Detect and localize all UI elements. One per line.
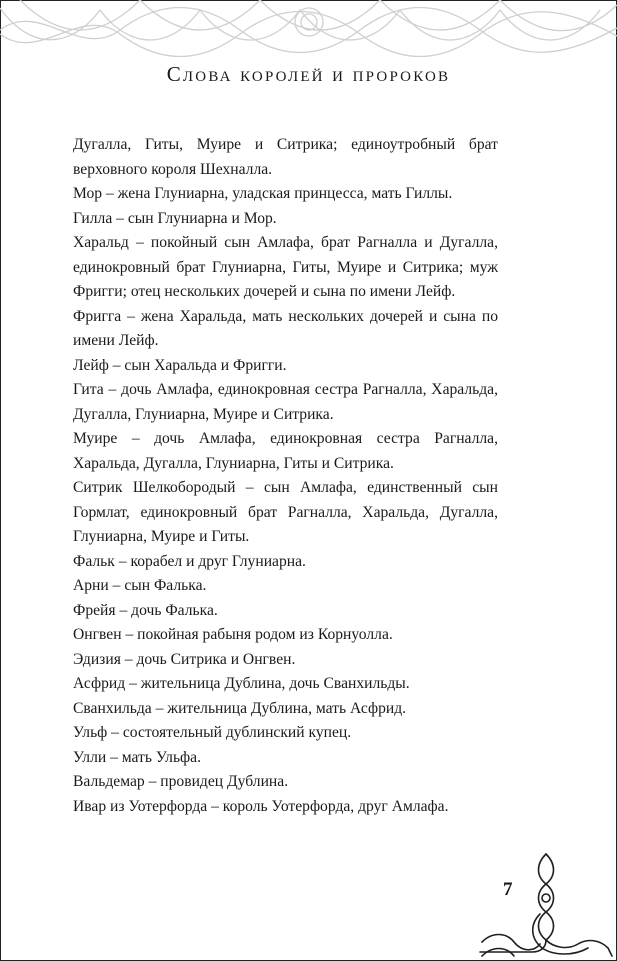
paragraph: Лейф – сын Харальда и Фригги. xyxy=(73,356,287,374)
paragraph: Дугалла, Гиты, Муире и Ситрика; единоутробный брат верховного короля Шехналла. xyxy=(73,136,498,178)
paragraph: Фригга – жена Харальда, мать нескольких дочерей и сына по имени Лейф. xyxy=(73,307,498,349)
paragraph: Гита – дочь Амлафа, единокровная сестра Рагналла, Харальда, Дугалла, Глуниарна, Муире и Ситрика. xyxy=(73,381,498,423)
paragraph: Мор – жена Глуниарна, уладская принцесса, мать Гиллы. xyxy=(73,185,453,202)
celtic-knot-ornament-corner xyxy=(478,852,614,958)
paragraph: Фальк – корабел и друг Глуниарна. xyxy=(73,552,306,570)
paragraph: Ивар из Уотерфорда – король Уотерфорда, друг Амлафа. xyxy=(73,797,449,815)
page-number: 7 xyxy=(503,879,513,900)
paragraph: Асфрид – жительница Дублина, дочь Сванхильды. xyxy=(73,675,410,692)
paragraph: Улли – мать Ульфа. xyxy=(73,748,201,766)
paragraph: Фрейя – дочь Фалька. xyxy=(73,601,218,619)
paragraph: Эдизия – дочь Ситрика и Онгвен. xyxy=(73,650,296,668)
paragraph: Муире – дочь Амлафа, единокровная сестра Рагналла, Харальда, Дугалла, Глуниарна, Гиты и Ситрика. xyxy=(73,430,498,472)
celtic-knot-ornament-top xyxy=(0,0,617,62)
paragraph: Ульф – состоятельный дублинский купец. xyxy=(73,724,352,741)
paragraph: Харальд – покойный сын Амлафа, брат Рагналла и Дугалла, единокровный брат Глуниарна, Гиты, Муире и Ситрика; муж Фригги; отец нескольких дочерей и сына по имени Лейф. xyxy=(73,234,498,300)
paragraph: Онгвен – покойная рабыня родом из Корнуолла. xyxy=(73,626,393,643)
paragraph: Сванхильда – жительница Дублина, мать Асфрид. xyxy=(73,699,407,717)
body-text xyxy=(73,133,498,819)
paragraph: Арни – сын Фалька. xyxy=(73,577,207,594)
paragraph: Гилла – сын Глуниарна и Мор. xyxy=(73,209,277,227)
paragraph: Вальдемар – провидец Дублина. xyxy=(73,773,289,790)
running-header: Слова королей и пророков xyxy=(166,62,451,86)
paragraph: Ситрик Шелкобородый – сын Амлафа, единственный сын Гормлат, единокровный брат Рагналла, Харальда, Дугалла, Глуниарна, Муире и Гиты. xyxy=(73,479,498,545)
